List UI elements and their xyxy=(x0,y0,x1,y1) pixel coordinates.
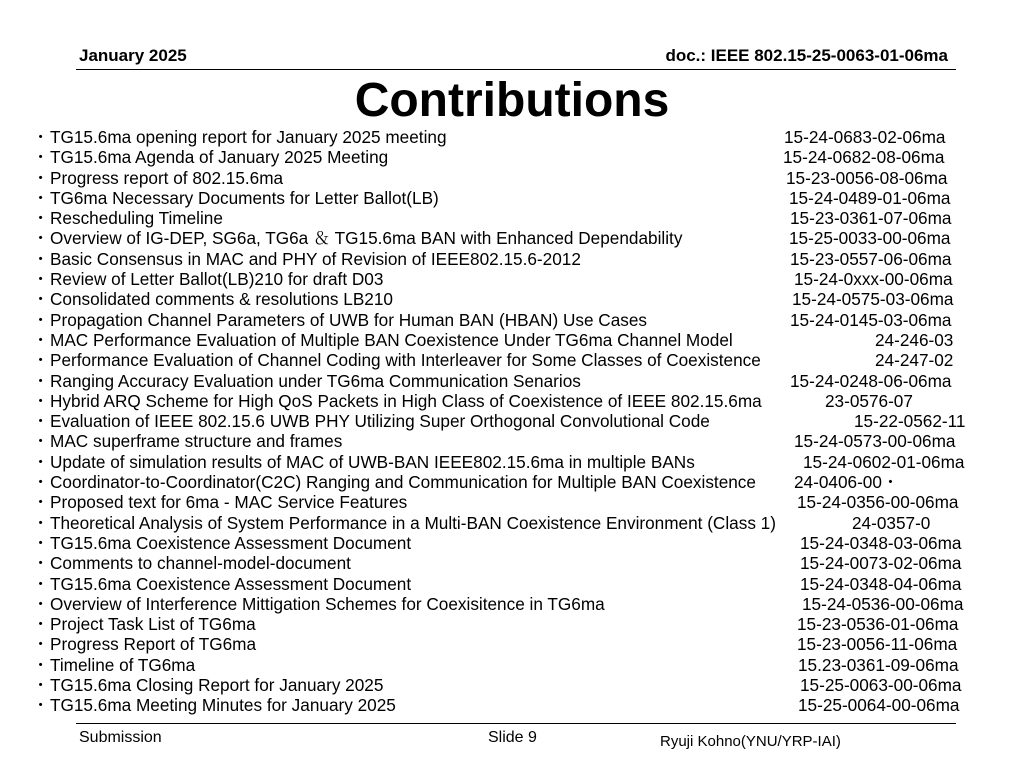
contribution-item xyxy=(32,695,992,715)
contribution-doc-ref: 15-24-0573-00-06ma xyxy=(794,431,956,452)
contribution-title: MAC Performance Evaluation of Multiple BAN Coexistence Under TG6ma Channel Model xyxy=(50,329,733,350)
contribution-title: TG6ma Necessary Documents for Letter Ballot(LB) xyxy=(50,187,439,208)
contribution-item xyxy=(32,147,992,167)
contribution-item xyxy=(32,188,992,208)
header-doc-number: doc.: IEEE 802.15-25-0063-01-06ma xyxy=(665,46,948,65)
contribution-item xyxy=(32,228,992,248)
contribution-title: Propagation Channel Parameters of UWB for Human BAN (HBAN) Use Cases xyxy=(50,309,648,330)
contribution-doc-ref: 15-23-0557-06-06ma xyxy=(790,248,952,269)
contribution-item xyxy=(32,655,992,675)
contribution-item xyxy=(32,533,992,553)
bullet-icon: ・ xyxy=(32,593,50,614)
contribution-item xyxy=(32,289,992,309)
bullet-icon: ・ xyxy=(32,614,50,635)
contribution-title: Timeline of TG6ma xyxy=(50,654,196,675)
contribution-title: MAC superframe structure and frames xyxy=(50,431,343,452)
contribution-doc-ref: 15-25-0033-00-06ma xyxy=(789,228,951,249)
contribution-doc-ref: 24-0406-00・ xyxy=(794,472,900,493)
bullet-icon: ・ xyxy=(32,451,50,472)
bullet-icon: ・ xyxy=(32,695,50,716)
bullet-icon: ・ xyxy=(32,127,50,147)
contribution-item xyxy=(32,594,992,614)
contribution-doc-ref: 15-24-0489-01-06ma xyxy=(789,187,951,208)
footer-divider xyxy=(76,723,956,724)
contribution-doc-ref: 24-247-02 xyxy=(875,350,954,371)
contribution-doc-ref: 24-246-03 xyxy=(875,329,954,350)
contribution-doc-ref: 15-24-0073-02-06ma xyxy=(800,553,962,574)
contribution-item xyxy=(32,675,992,695)
bullet-icon: ・ xyxy=(32,512,50,533)
bullet-icon: ・ xyxy=(32,147,50,168)
contribution-doc-ref: 15-23-0056-08-06ma xyxy=(786,167,948,188)
bullet-icon: ・ xyxy=(32,269,50,290)
contribution-item xyxy=(32,431,992,451)
bullet-icon: ・ xyxy=(32,532,50,553)
contribution-doc-ref: 15-24-0145-03-06ma xyxy=(790,309,952,330)
bullet-icon: ・ xyxy=(32,167,50,188)
bullet-icon: ・ xyxy=(32,553,50,574)
contribution-doc-ref: 15-24-0356-00-06ma xyxy=(797,492,959,513)
contribution-title: Progress report of 802.15.6ma xyxy=(50,167,284,188)
contribution-doc-ref: 15-25-0064-00-06ma xyxy=(798,695,960,716)
contribution-doc-ref: 15-24-0248-06-06ma xyxy=(790,370,952,391)
contribution-item xyxy=(32,492,992,512)
contribution-item xyxy=(32,553,992,573)
contribution-item xyxy=(32,127,992,147)
contribution-title: Hybrid ARQ Scheme for High QoS Packets in High Class of Coexistence of IEEE 802.15.6ma xyxy=(50,390,762,411)
bullet-icon: ・ xyxy=(32,573,50,594)
contribution-doc-ref: 15.23-0361-09-06ma xyxy=(798,654,959,675)
contribution-item xyxy=(32,391,992,411)
bullet-icon: ・ xyxy=(32,208,50,229)
bullet-icon: ・ xyxy=(32,675,50,696)
contribution-title: Review of Letter Ballot(LB)210 for draft D03 xyxy=(50,269,384,290)
contribution-doc-ref: 15-24-0536-00-06ma xyxy=(802,593,964,614)
contribution-doc-ref: 15-24-0348-03-06ma xyxy=(800,532,962,553)
contribution-item xyxy=(32,269,992,289)
header-date: January 2025 xyxy=(79,46,187,65)
contribution-title: Basic Consensus in MAC and PHY of Revision of IEEE802.15.6-2012 xyxy=(50,248,581,269)
bullet-icon: ・ xyxy=(32,472,50,493)
bullet-icon: ・ xyxy=(32,289,50,310)
contribution-doc-ref: 15-24-0348-04-06ma xyxy=(800,573,962,594)
slide-title: Contributions xyxy=(354,74,670,127)
contribution-title: Update of simulation results of MAC of UWB-BAN IEEE802.15.6ma in multiple BANs xyxy=(50,451,695,472)
contribution-title: TG15.6ma Coexistence Assessment Document xyxy=(50,532,412,553)
contribution-item xyxy=(32,310,992,330)
contribution-item xyxy=(32,168,992,188)
header-divider xyxy=(76,69,956,70)
bullet-icon: ・ xyxy=(32,654,50,675)
contribution-doc-ref: 23-0576-07 xyxy=(825,390,913,411)
contribution-title: TG15.6ma Coexistence Assessment Document xyxy=(50,573,412,594)
contribution-title: Performance Evaluation of Channel Coding with Interleaver for Some Classes of Coexistence xyxy=(50,350,761,371)
contribution-doc-ref: 15-24-0602-01-06ma xyxy=(803,451,965,472)
contribution-doc-ref: 15-25-0063-00-06ma xyxy=(800,675,962,696)
contributions-list xyxy=(32,127,992,716)
bullet-icon: ・ xyxy=(32,309,50,330)
bullet-icon: ・ xyxy=(32,228,50,249)
bullet-icon: ・ xyxy=(32,187,50,208)
contribution-title: Evaluation of IEEE 802.15.6 UWB PHY Utilizing Super Orthogonal Convolutional Code xyxy=(50,411,710,432)
contribution-doc-ref: 15-24-0683-02-06ma xyxy=(784,127,946,147)
bullet-icon: ・ xyxy=(32,390,50,411)
bullet-icon: ・ xyxy=(32,370,50,391)
bullet-icon: ・ xyxy=(32,350,50,371)
contribution-title: Theoretical Analysis of System Performance in a Multi-BAN Coexistence Environment (Class 1) xyxy=(50,512,776,533)
contribution-title: Overview of IG-DEP, SG6a, TG6a ＆ TG15.6ma BAN with Enhanced Dependability xyxy=(50,228,683,249)
bullet-icon: ・ xyxy=(32,411,50,432)
contribution-item xyxy=(32,371,992,391)
footer-slide-number: Slide 9 xyxy=(488,729,537,746)
bullet-icon: ・ xyxy=(32,492,50,513)
contribution-title: Rescheduling Timeline xyxy=(50,208,223,229)
contribution-item xyxy=(32,634,992,654)
contribution-title: Coordinator-to-Coordinator(C2C) Ranging and Communication for Multiple BAN Coexistence xyxy=(50,472,756,493)
contribution-doc-ref: 15-24-0xxx-00-06ma xyxy=(794,269,953,290)
contribution-item xyxy=(32,208,992,228)
contribution-title: TG15.6ma Closing Report for January 2025 xyxy=(50,675,384,696)
contribution-item xyxy=(32,411,992,431)
contribution-title: TG15.6ma opening report for January 2025 meeting xyxy=(50,127,447,147)
contribution-item xyxy=(32,249,992,269)
contribution-title: Ranging Accuracy Evaluation under TG6ma Communication Senarios xyxy=(50,370,581,391)
bullet-icon: ・ xyxy=(32,248,50,269)
bullet-icon: ・ xyxy=(32,431,50,452)
bullet-icon: ・ xyxy=(32,329,50,350)
contribution-title: Proposed text for 6ma - MAC Service Features xyxy=(50,492,408,513)
contribution-doc-ref: 15-23-0536-01-06ma xyxy=(797,614,959,635)
contribution-doc-ref: 15-24-0575-03-06ma xyxy=(792,289,954,310)
contribution-doc-ref: 15-23-0056-11-06ma xyxy=(797,634,958,655)
footer-submission: Submission xyxy=(79,729,162,746)
contribution-item xyxy=(32,452,992,472)
contribution-doc-ref: 15-22-0562-11 xyxy=(854,411,966,432)
contribution-item xyxy=(32,513,992,533)
footer-author: Ryuji Kohno(YNU/YRP-IAI) xyxy=(660,733,841,750)
contribution-title: TG15.6ma Meeting Minutes for January 2025 xyxy=(50,695,396,716)
contribution-item xyxy=(32,574,992,594)
contribution-doc-ref: 15-23-0361-07-06ma xyxy=(790,208,952,229)
contribution-title: Overview of Interference Mittigation Schemes for Coexisitence in TG6ma xyxy=(50,593,605,614)
contribution-doc-ref: 15-24-0682-08-06ma xyxy=(783,147,945,168)
contribution-item xyxy=(32,614,992,634)
contribution-title: Project Task List of TG6ma xyxy=(50,614,256,635)
contribution-title: Consolidated comments & resolutions LB210 xyxy=(50,289,393,310)
contribution-title: Comments to channel-model-document xyxy=(50,553,351,574)
contribution-title: TG15.6ma Agenda of January 2025 Meeting xyxy=(50,147,389,168)
contribution-title: Progress Report of TG6ma xyxy=(50,634,257,655)
bullet-icon: ・ xyxy=(32,634,50,655)
contribution-item xyxy=(32,330,992,350)
contribution-item xyxy=(32,350,992,370)
contribution-doc-ref: 24-0357-0 xyxy=(852,512,931,533)
contribution-item xyxy=(32,472,992,492)
